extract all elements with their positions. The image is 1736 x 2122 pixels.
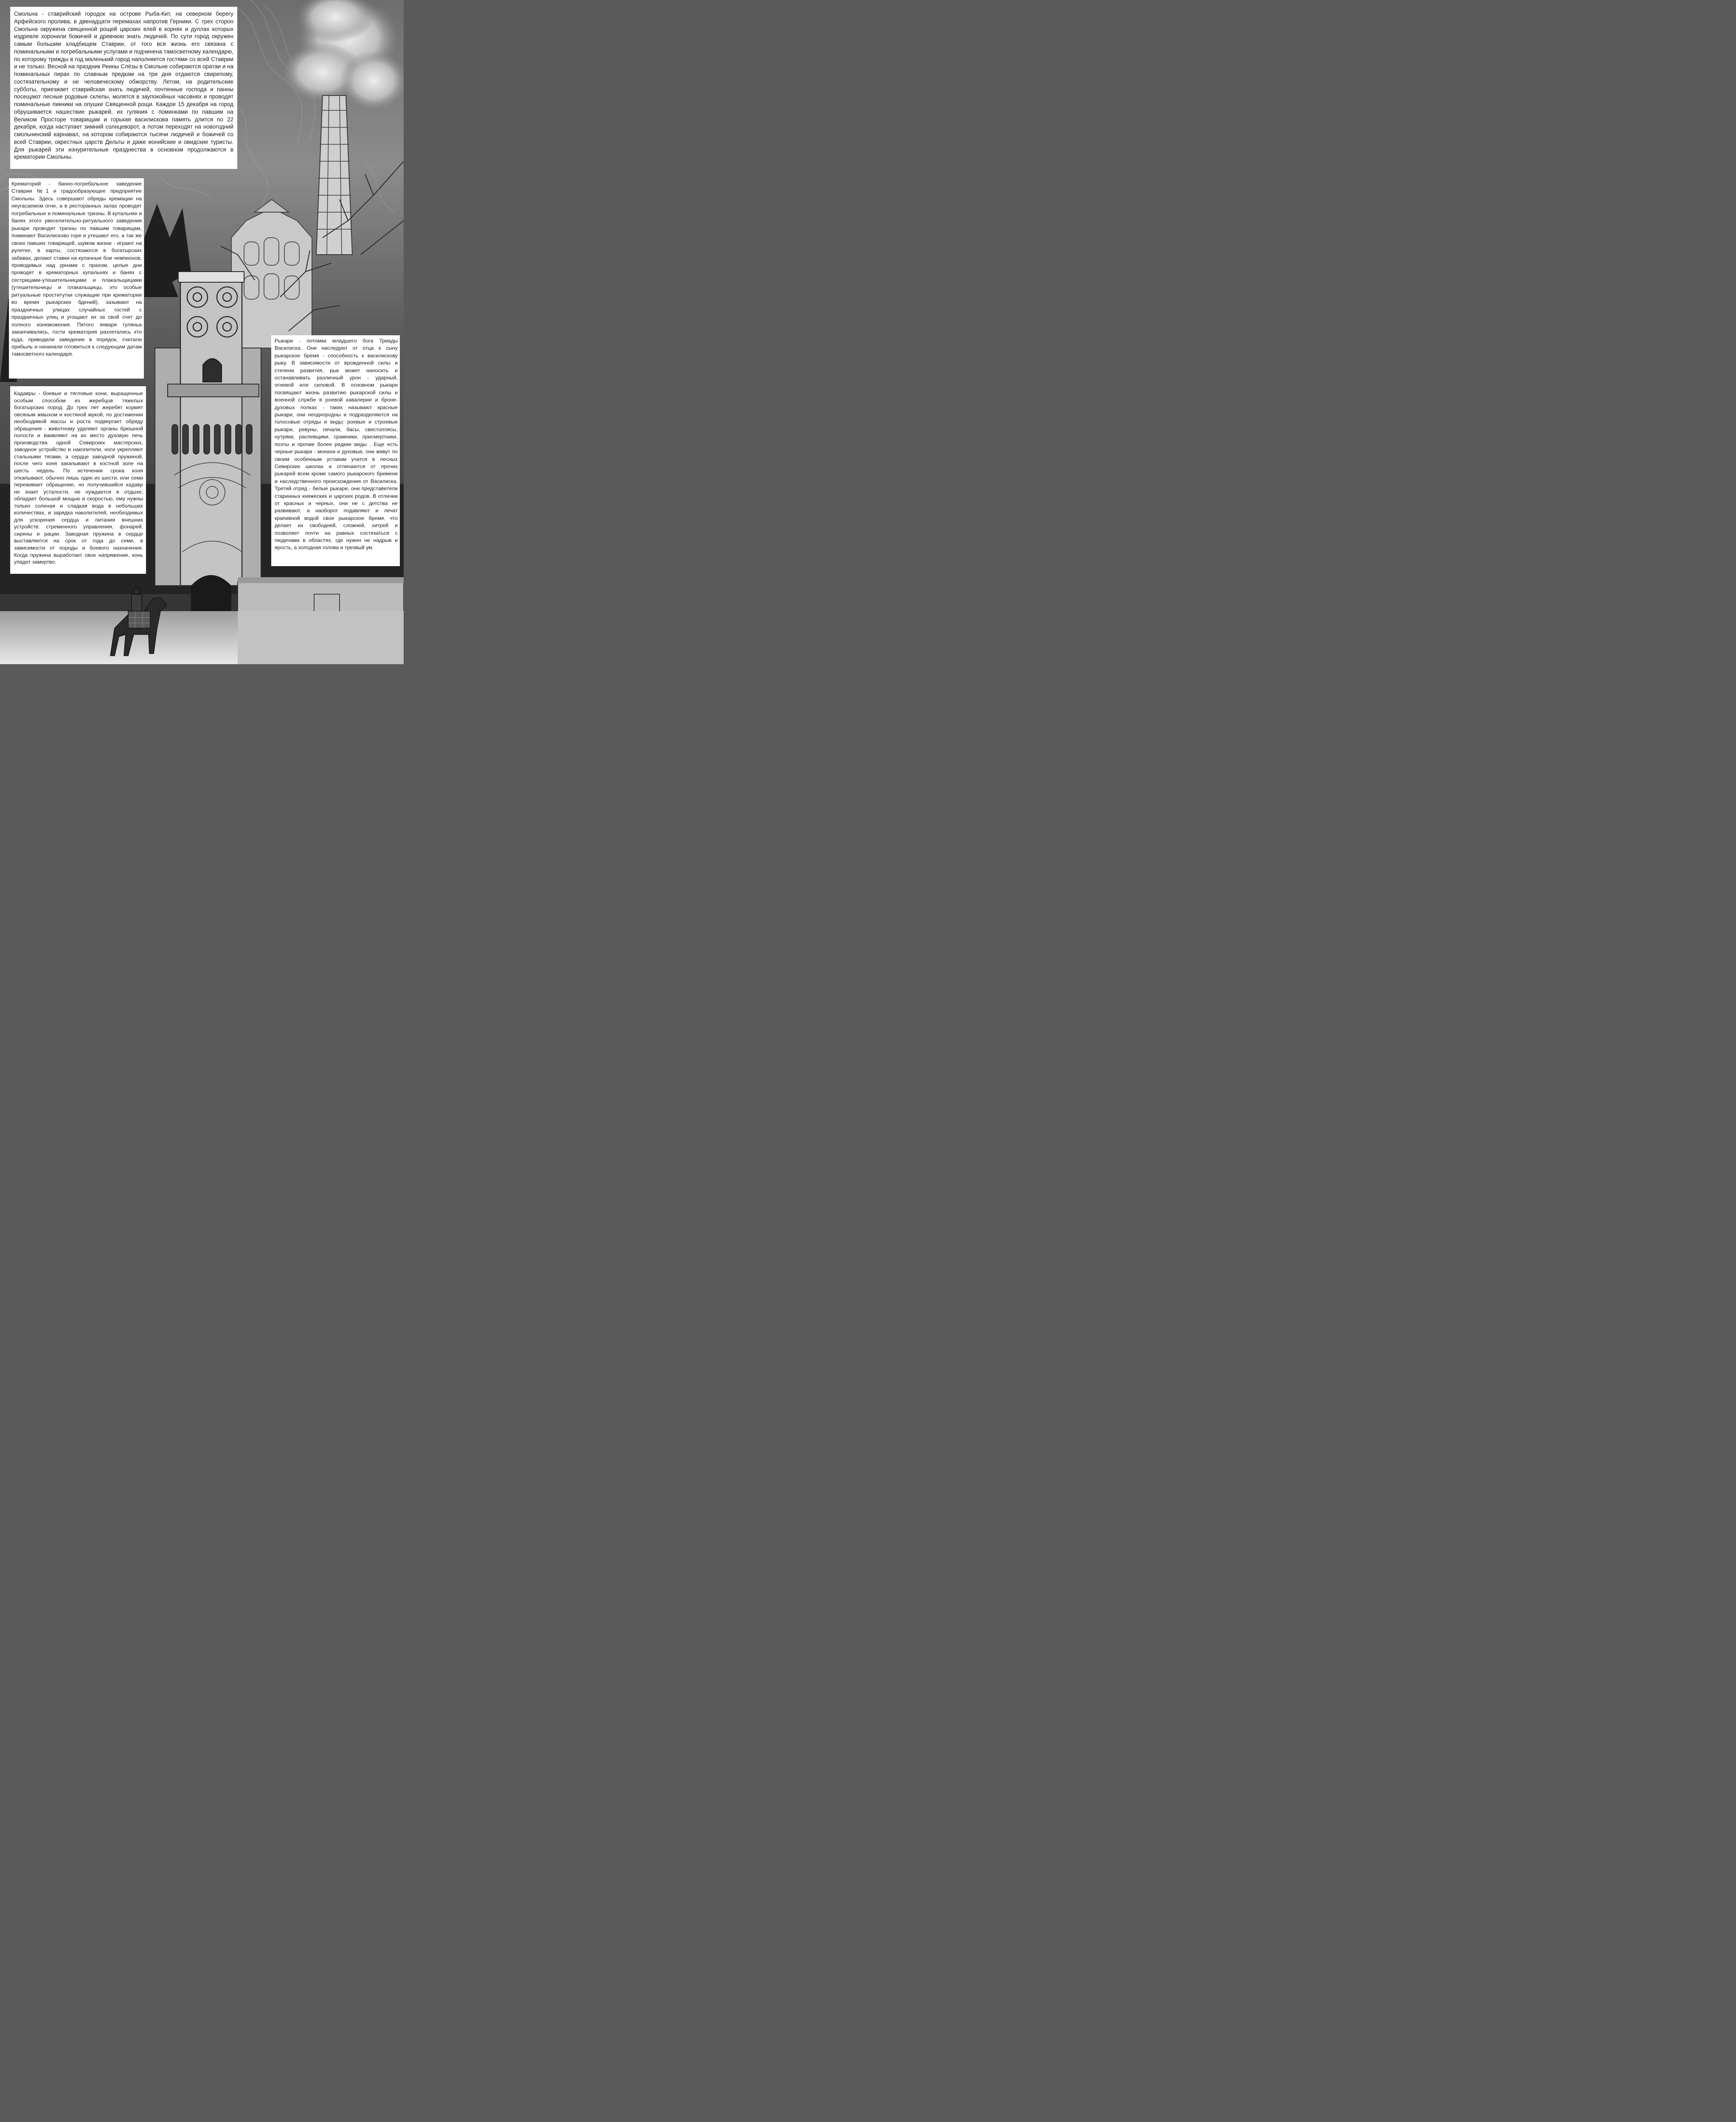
caption-rykari: Рыкари - потомки младшего бога Триады Василиска. Они наследуют от отца к сыну рыкарское бремя - способность к василискову рыку. В зависимости от врожденной силы и степени развития, рык может наносить и останавливать различный урон - ударный, огневой или силовой. В основном рыкари посвящают жизнь развитию рыкарской силы и военной службе в роевой кавалерии и броне-духовых полках - таких называют красные рыкари, они неоднородны и подразделяются на голосовые отряды и виды: роевые и строевые рыкари, ревуны, печали, басы, свистоплясы, нутряки, распевщики, срамники, присмертники, поэты и прочие более редкие виды . Еще есть черные рыкари - монахи и духовые, они живут по своим особенным уставам учатся в лесных Севирских школах и отличаются от прочих рыкарей всем кроме самого рыкарского бремени и наследственного происхождения от Василиска. Третий отряд - белые рыкари, они представители старинных княжеских и царских родов. В отличии от красных и черных, они не с детства не развивают, а наоборот подавляют и лечат крапивной водой свое рыкарское бремя, что делает их свободней, сложней, хитрей и позволяет почти на равных состязаться с людичами в областях, где нужен не надрыв и ярость, а холодная голова и трезвый ум. [271,335,400,566]
chimney-icon [316,95,352,255]
caption-crematorium: Крематорий - банно-погребальное заведение Ставрии №1 и градообразующее предприятие Смольны. Здесь совершают обряды кремации на неугасаемом огне, а в ресторанных залах проводят погребальные и поминальные тризны. В купальнях и банях этого увеселительно-ритуального заведения рыкари проводят тризны по павшим товарищам, поминают Василисково горе и утешают его, а так же своих павших товарищей, шумом жизни - играют на рулетке, в карты, состязаются в богатырских забавах, делают ставки на кулачные бои чемпионов, проводимых над урнами с прахом, целые дни проводят в крематорных купальнях и банях с сестрицами-утешительницами и плакальщицами (утешительницы и плакальщицы, это особые ритуальные проститутки служащие при крематории во время рыкарских бдений), зазывают на праздничных улицах случайных гостей с праздничных улиц и угощают их за свой счет до полного изнеможения. Пятого января гуляньа заканчивались, гости крематория разлетались кто куда, приводили заведение в порядок, считали прибыль и начинали готовиться к следующим датам тамосветного календаря. [9,178,144,379]
smoke-cloud-icon [282,0,404,110]
caption-cadavers: Кадавры - боевые и тягловые кони, выращенные особым способом из жеребцов тяжелых богатырских пород. До трех лет жеребят кормят овсяным жмыхом и костяной мукой, по достижении необходимой массы и роста подвергает обряду обращения - животному удаляют органы брюшной полости и вживляют на их место духовую печь производства одной Севирских мастерских, заводное устройство и накопители, ноги укрепляют стальными тягами, а сердце заводной пружиной, после чего коня закапывают в костной золе на шесть недель. По истечении срока коня откапывают, обычно лишь один из шести, или семи переживает обращение, но получившийся кадавр не знает усталости, не нуждается в отдыхе, обладает большой мощью и скоростью, ему нужны только соленая и сладкая вода в небольших количествах, и зарядка накопителей, необходимых для ускорения сердца и питания внешних устройств: стременного управления, фонарей, сирены и рации. Заводная пружина в сердце выставляется на срок от года до семи, в зависимости от породы и боевого назначения. Когда пружина выработает свое напряжение, конь упадет замертво. [10,386,146,574]
caption-smolna: Смольна - ставрийский городок на острове Рыба-Кит, на северном берегу Арфейского пролива, в двенадцати перемахах напротив Герники. С трех сторон Смольна окружена священной рощей царских елей в корнях и дуплах которых издревле хоронили божичей и древнюю знать людичей. По сути город окружен самым большим кладбищем Ставрии, от того вся жизнь его связана с поминальными и погребальными услугами и подчинена тамосветному календарю, по которому трижды в год маленький город наполняется гостями со всей Ставрии и не только. Весной на праздник Реины Слёзы в Смольне собираются оратаи и на поминальных пирах по славным предкам на три дня отдаются свирепому, состязательному и не человеческому обжорству. Летом, на родительские субботы, приезжает ставрийская знать людичей, почтенные господа и панны посещают лесные родовые склепы, молятся в заупокойных часовнях и проводят поминальные пикники на опушке Священной рощи. Каждое 15 декабря на город обрушивается нашествие рыкарей, их гуляния с поминками по павшим на Великом Просторе товарищам и горькая василискова память длится по 22 декабря, когда наступает зимний солнцеворот, а потом переходят на новогодний смольнинский карнавал, на котором собираются тысячи людичей и божичей со всей Ставрии, окрестных царств Дельты и даже ионийские и овидские туристы. Для рыкарей эти изнурительные празднества в основном продолжаются в крематории Смольны. [10,7,237,169]
